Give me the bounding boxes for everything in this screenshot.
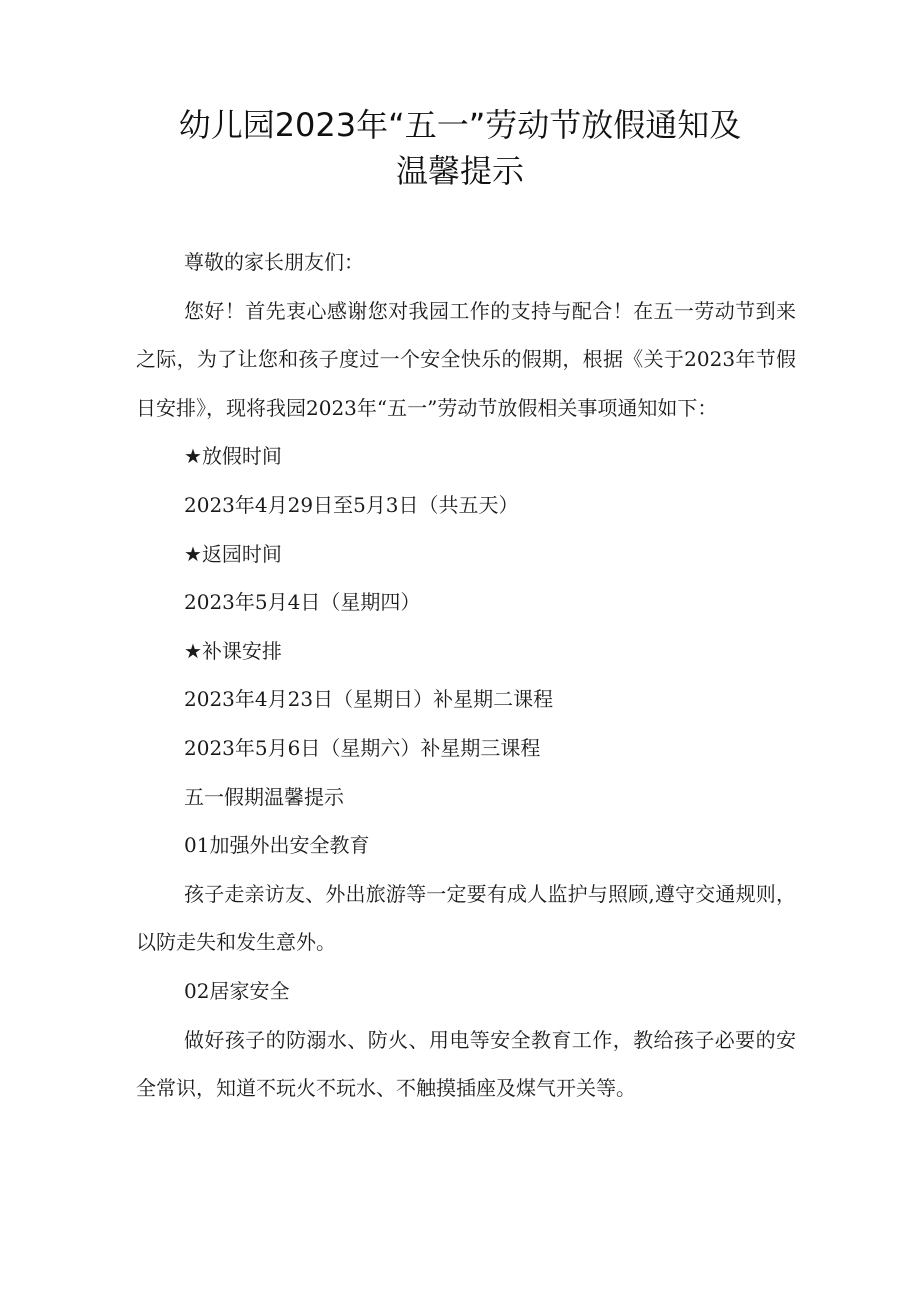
tip-1-heading: 01加强外出安全教育 — [184, 833, 370, 858]
document-title-line-2: 温馨提示 — [395, 152, 524, 190]
return-detail: 2023年5月4日（星期四） — [184, 590, 421, 615]
holiday-heading — [136, 432, 796, 481]
document-body — [136, 238, 796, 1113]
tip-2-body: 做好孩子的防溺水、防火、用电等安全教育工作，教给孩子必要的安全常识，知道不玩火不玩水、不触摸插座及煤气开关等。 — [136, 1027, 796, 1101]
tips-heading: 五一假期温馨提示 — [184, 784, 344, 809]
salutation: 尊敬的家长朋友们： — [184, 250, 364, 274]
star-icon: ★ — [184, 541, 202, 566]
makeup-item-2: 2023年5月6日（星期六）补星期三课程 — [184, 735, 541, 760]
return-heading-text: 返园时间 — [201, 541, 282, 566]
makeup-item-1: 2023年4月23日（星期日）补星期二课程 — [184, 687, 554, 712]
star-icon: ★ — [184, 638, 202, 663]
holiday-detail: 2023年4月29日至5月3日（共五天） — [184, 492, 519, 517]
tip-2-heading: 02居家安全 — [184, 978, 290, 1003]
holiday-heading-text: 放假时间 — [201, 444, 282, 469]
intro-paragraph: 您好！首先衷心感谢您对我园工作的支持与配合！在五一劳动节到来之际，为了让您和孩子度过一个安全快乐的假期，根据《关于2023年节假日安排》，现将我园2023年“五一”劳动节放假相关事项通知如下： — [136, 298, 796, 420]
star-icon: ★ — [184, 444, 202, 469]
makeup-heading — [136, 627, 796, 676]
return-heading — [136, 530, 796, 579]
makeup-heading-text: 补课安排 — [201, 638, 282, 663]
tip-1-body: 孩子走亲访友、外出旅游等一定要有成人监护与照顾,遵守交通规则，以防走失和发生意外。 — [136, 881, 796, 955]
document-title-line-1: 幼儿园2023年“五一”劳动节放假通知及 — [178, 106, 742, 144]
